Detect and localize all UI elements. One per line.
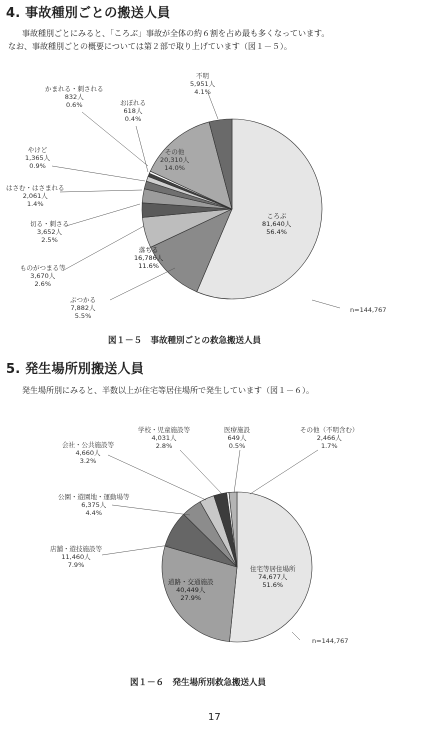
section-4-paragraph-2: なお、事故種別ごとの概要については第２部で取り上げています（図１－５）。 <box>8 42 292 51</box>
section-5-heading: 5. 発生場所別搬送人員 <box>6 362 144 377</box>
pie2-label-other: その他（不明含む） 2,466人 1.7% <box>300 426 359 450</box>
pie1-n-total: n=144,767 <box>350 306 387 314</box>
page-number: 17 <box>208 712 221 723</box>
pie2-label-residence: 住宅等居住場所 74,677人 51.6% <box>250 565 296 589</box>
pie1-label-pinched: はさむ・はさまれる 2,061人 1.4% <box>6 184 65 208</box>
pie2-label-store: 店舗・遊技施設等 11,460人 7.9% <box>50 545 102 569</box>
pie1-label-unknown: 不明 5,951人 4.1% <box>190 72 216 96</box>
pie1-label-other: その他 20,310人 14.0% <box>160 148 190 172</box>
pie1-label-fall-from: 落ちる 16,786人 11.6% <box>134 246 164 270</box>
pie2-leader-line-1 <box>234 450 240 493</box>
section-4-heading: 4. 事故種別ごとの搬送人員 <box>6 6 171 21</box>
pie1-label-fall-down: ころぶ 81,640人 56.4% <box>262 212 292 236</box>
section-4-paragraph-1: 事故種別ごとにみると、「ころぶ」事故が全体の約６割を占め最も多くなっています。 <box>22 29 330 38</box>
pie2-n-total: n=144,767 <box>312 637 349 645</box>
figure-1-6-caption: 図１－６ 発生場所別救急搬送人員 <box>130 678 267 688</box>
pie2-leader-line-5 <box>102 545 170 555</box>
pie2-leader-line-6 <box>292 632 300 640</box>
pie1-label-drowning: おぼれる 618人 0.4% <box>120 99 146 123</box>
pie2-leader-line-2 <box>250 450 318 494</box>
section-5-paragraph-1: 発生場所別にみると、半数以上が住宅等居住場所で発生しています（図１－６）。 <box>22 386 314 395</box>
pie2-label-road: 道路・交通施設 40,449人 27.9% <box>168 578 214 602</box>
pie2-label-school: 学校・児童施設等 4,031人 2.8% <box>138 426 190 450</box>
pie2-label-park: 公園・遊園地・運動場等 6,375人 4.4% <box>58 493 130 517</box>
figure-1-5-caption: 図１－５ 事故種別ごとの救急搬送人員 <box>108 336 262 346</box>
pie2-label-company: 会社・公共施設等 4,660人 3.2% <box>62 441 114 465</box>
pie2-leader-line-0 <box>180 450 222 494</box>
pie1-label-cut: 切る・刺さる 3,652人 2.5% <box>30 220 69 244</box>
pie2-label-medical: 医療施設 649人 0.5% <box>224 426 250 450</box>
pie1-label-bump: ぶつかる 7,882人 5.5% <box>70 296 96 320</box>
pie1-label-choking: ものがつまる等 3,670人 2.6% <box>20 264 66 288</box>
pie1-label-burn: やけど 1,365人 0.9% <box>25 146 51 170</box>
pie1-label-bitten: かまれる・刺される 832人 0.6% <box>45 85 104 109</box>
